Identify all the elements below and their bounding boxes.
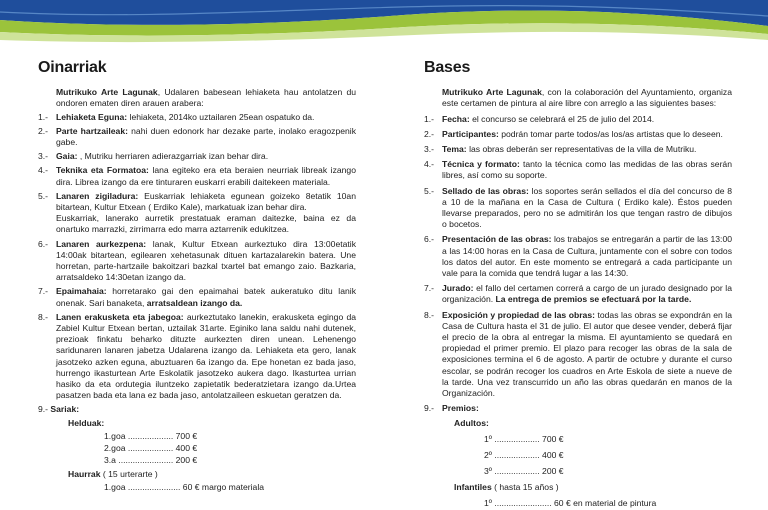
right-rule-8: 8.- Exposición y propiedad de las obras: todas las obras se expondrán en la Casa de Cultura hasta el 31 de julio. El autor que desee vender, deberá fijar el precio de la obra al entregar la misma. El ayuntamiento se quedará en propiedad el primer premio. El plazo para recoger las obras de la sala de exposiciones termina el 6 de agosto. A partir de octubre y durante el curso escolar, se podrán recoger los cuadros en Arte Eskola de siete a nueve de la tarde. Una vez transcurrido un año las obras quedarán en manos de la Organización. <box>424 309 732 399</box>
left-rule-3: 3.- Gaia: , Mutriku herriaren adierazgarriak izan behar dira. <box>38 151 269 162</box>
left-prize-row: 1.goa ...................... 60 € margo materiala <box>104 481 265 492</box>
left-rule-1: 1.- Lehiaketa Eguna: lehiaketa, 2014ko uztailaren 25ean ospatuko da. <box>38 111 315 122</box>
right-prize-category-children: Infantiles ( hasta 15 años ) <box>454 482 559 493</box>
left-prize-row: 2.goa ................... 400 € <box>104 443 198 454</box>
right-rule-3: 3.- Tema: las obras deberán ser representativas de la villa de Mutriku. <box>424 144 697 155</box>
left-rule-4: 4.- Teknika eta Formatoa: lana egiteko era eta beraien neurriak libreak izango dira. Librea izango da ere tinturaren euskarri erabili daitekeen materiala. <box>38 165 356 187</box>
right-prizes: 9.- Premios: Adultos: 1º ................... 700 € 2º ................... 400 € 3º ................... 200 € Infantiles ( hasta 15 años ) 1º ........................ 60 € en material de pintura <box>424 403 732 508</box>
left-prize-row: 3.a ....................... 200 € <box>104 455 198 466</box>
right-rule-6: 6.- Presentación de las obras: los trabajos se entregarán a partir de las 13:00 a las 14:00 horas en la Casa de Cultura, juntamente con el sobre con todos los datos del autor. En este momento se entregará a cada participante un vale para la comida que tendrá lugar a las 14:30. <box>424 234 733 279</box>
left-intro: Mutrikuko Arte Lagunak, Udalaren babesean lehiaketa hau antolatzen du ondoren ematen diren arauen arabera: <box>56 87 357 109</box>
right-prize-row: 3º ................... 200 € <box>484 466 564 477</box>
right-rule-7: 7.- Jurado: el fallo del certamen correrá a cargo de un jurado designado por la organización. La entrega de premios se efectuará por la tarde. <box>424 283 732 305</box>
left-rule-8: 8.- Lanen erakusketa eta jabegoa: aurkeztutako lanekin, erakusketa egingo da Zabiel Kultur Etxean bertan, uztailak 31arte. Eginiko lana saldu nahi dutenek, prezioak finkatu beharko dituzte aurkezten diren unean. Lehenengo saridunaren lanaren jabetza Udalarena izango da. Lehiaketa eta gero, lanak jasotzeko azken eguna, abuztuaren 6a izango da. Epe honetan ez bada jaso, hurrengo ikasturtean Arte Eskolatik jasotzeko aukera dago. Ikasturtea urrian hasiko da eta ordutegia iluntzeko zapietatik bederatzietara izango da.Urtea pasatzen bada eta lana ez bada jaso, antolatzaileen eskuetan geratzen da. <box>38 311 357 401</box>
left-rule-6: 6.- Lanaren aurkezpena: lanak, Kultur Etxean aurkeztuko dira 13:00etatik 14:00ak bitartean, egilearen xehetasunak dituen kartazalarekin batera. Une horretan, parte-hartzaile bakoitzari bazkal txartel bat emango zaio. Bazkaria, arratsaldeko 14:30etan izango da. <box>38 238 357 283</box>
right-rule-1: 1.- Fecha: el concurso se celebrará el 25 de julio del 2014. <box>424 113 655 124</box>
right-prize-row: 2º ................... 400 € <box>484 449 564 460</box>
spanish-rules-column <box>424 59 733 510</box>
header-wave-decoration <box>0 0 768 48</box>
left-rule-7: 7.- Epaimahaia: horretarako gai den epaimahai batek aukeratuko ditu lanik onenak. Sari banaketa, arratsaldean izango da. <box>38 286 356 308</box>
right-rule-4: 4.- Técnica y formato: tanto la técnica como las medidas de las obras serán libres, así como su soporte. <box>424 159 732 181</box>
right-rule-5: 5.- Sellado de las obras: los soportes serán sellados el día del concurso de 8 a 10 de la mañana en la Casa de Cultura ( Erdiko kale). Éstos pueden llevarse preparados, pero no se admitirán los que tengan rastro de dibujos o bocetos. <box>424 185 732 230</box>
left-title: Oinarriak <box>38 59 107 76</box>
right-prize-row: 1º ........................ 60 € en material de pintura <box>484 497 657 508</box>
right-rule-2: 2.- Participantes: podrán tomar parte todos/as los/as artistas que lo deseen. <box>424 128 723 139</box>
right-title: Bases <box>424 59 471 76</box>
right-intro: Mutrikuko Arte Lagunak, con la colaboración del Ayuntamiento, organiza este certamen de pintura al aire libre con arreglo a las siguientes bases: <box>442 87 733 109</box>
left-rule-2: 2.- Parte hartzaileak: nahi duen edonork har dezake parte, inolako eragozpenik gabe. <box>38 125 356 148</box>
right-prize-category-adults: Adultos: <box>454 418 489 429</box>
left-prize-row: 1.goa ................... 700 € <box>104 430 198 441</box>
left-prize-category-children: Haurrak ( 15 urterarte ) <box>68 468 158 479</box>
right-prize-row: 1º ................... 700 € <box>484 433 564 444</box>
left-prizes: 9.- Sariak: Helduak: 1.goa ................... 700 € 2.goa ................... 400 € 3.a ....................... 200 € Haurrak ( 15 urterarte ) 1.goa ...................... 60 € margo materiala <box>38 404 356 492</box>
left-rule-5: 5.- Lanaren zigiladura: Euskarriak lehiaketa egunean goizeko 8etatik 10an bitartean, Kultur Etxean ( Erdiko Kale), markatuak izan behar dira. Euskarriak, lanerako aurretik prestatuak eraman daitezke, baina ez da onartuko marrazki, zirrimarra edo marra aztarrenik edukitzea. <box>38 190 356 235</box>
basque-rules-column <box>38 59 357 494</box>
left-prize-category-adults: Helduak: <box>68 417 105 428</box>
